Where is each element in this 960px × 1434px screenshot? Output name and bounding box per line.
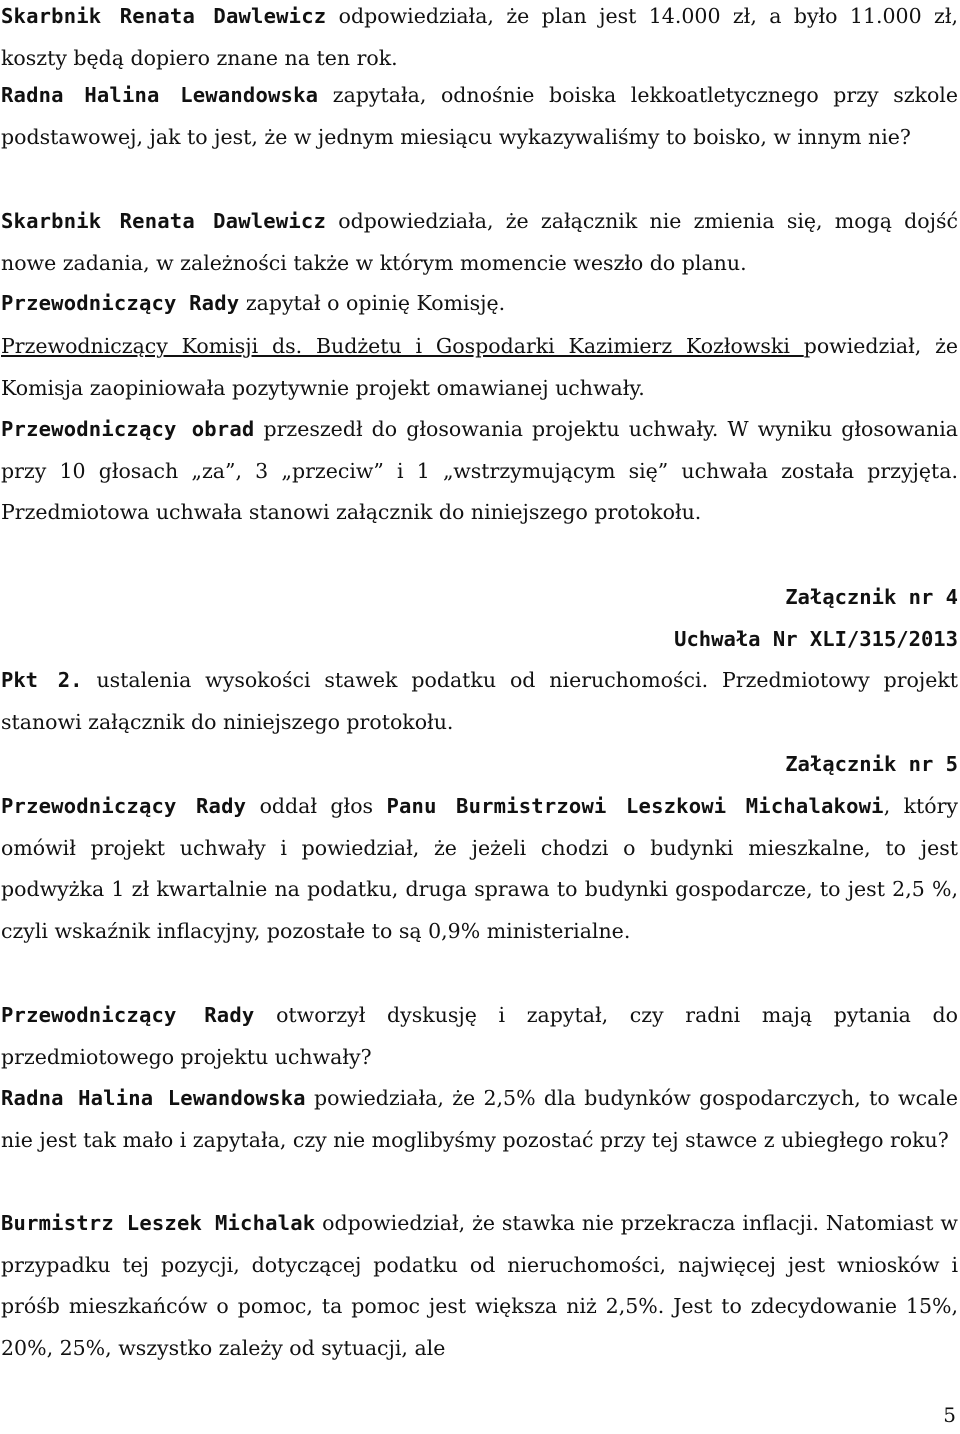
speaker-name-mayor: Panu Burmistrzowi Leszkowi Michalakowi [386, 794, 884, 818]
paragraph-treasurer-answer [1, 201, 958, 284]
paragraph-text: zapytała, odnośnie boiska lekkoatletycznego przy szkole podstawowej, jak to jest, że w jednym miesiącu wykazywaliśmy to boisko, w innym nie? [1, 83, 958, 149]
speaker-name: Przewodniczący Komisji ds. Budżetu i Gospodarki Kazimierz Kozłowski [1, 334, 804, 358]
agenda-item-label: Pkt 2. [1, 668, 83, 692]
paragraph-text: odpowiedział, że stawka nie przekracza inflacji. Natomiast w przypadku tej pozycji, dotyczącej podatku od nieruchomości, najwięcej jest wniosków i próśb mieszkańców o pomoc, ta pomoc jest większa niż 2,5%. Jest to zdecydowanie 15%, 20%, 25%, wszystko zależy od sytuacji, ale [1, 1211, 958, 1360]
paragraph-text: , który omówił projekt uchwały i powiedział, że jeżeli chodzi o budynki mieszkalne, to jest podwyżka 1 zł kwartalnie na podatku, druga sprawa to budynki gospodarcze, to jest 2,5 %, czyli wskaźnik inflacyjny, pozostałe to są 0,9% ministerialne. [1, 794, 958, 943]
paragraph-chairman-discussion [1, 995, 958, 1078]
paragraph-chairman-opinion [1, 283, 958, 325]
paragraph-mayor-speech [1, 786, 958, 952]
speaker-name: Przewodniczący Rady [1, 794, 247, 818]
speaker-name: Przewodniczący obrad [1, 417, 255, 441]
paragraph-treasurer-plan [1, 0, 958, 79]
speaker-name: Radna Halina Lewandowska [1, 1086, 306, 1110]
paragraph-mayor-answer [1, 1203, 958, 1369]
speaker-name: Przewodniczący Rady [1, 1003, 255, 1027]
paragraph-text: odpowiedziała, że załącznik nie zmienia się, mogą dojść nowe zadania, w zależności także w którym momencie weszło do planu. [1, 209, 958, 275]
page-number: 5 [943, 1403, 956, 1427]
paragraph-text: odpowiedziała, że plan jest 14.000 zł, a było 11.000 zł, koszty będą dopiero znane na ten rok. [1, 4, 958, 70]
speaker-name: Burmistrz Leszek Michalak [1, 1211, 316, 1235]
attachment-4-label: Załącznik nr 4 [785, 585, 958, 609]
resolution-number: Uchwała Nr XLI/315/2013 [674, 627, 958, 651]
paragraph-councillor-rate [1, 1078, 958, 1161]
paragraph-councillor-question [1, 75, 958, 158]
paragraph-text: powiedział, że Komisja zaopiniowała pozytywnie projekt omawianej uchwały. [1, 334, 959, 400]
paragraph-text: powiedziała, że 2,5% dla budynków gospodarczych, to wcale nie jest tak mało i zapytała, czy nie moglibyśmy pozostać przy tej stawce z ubiegłego roku? [1, 1086, 958, 1152]
speaker-name: Skarbnik Renata Dawlewicz [1, 4, 327, 28]
paragraph-text: zapytał o opinię Komisję. [239, 291, 506, 315]
paragraph-text: otworzył dyskusję i zapytał, czy radni mają pytania do przedmiotowego projektu uchwały? [1, 1003, 958, 1069]
paragraph-text: ustalenia wysokości stawek podatku od nieruchomości. Przedmiotowy projekt stanowi załącznik do niniejszego protokołu. [1, 668, 958, 734]
speaker-name: Przewodniczący Rady [1, 291, 240, 315]
speaker-name: Skarbnik Renata Dawlewicz [1, 209, 327, 233]
paragraph-vote [1, 409, 958, 534]
paragraph-text: przeszedł do głosowania projektu uchwały. W wyniku głosowania przy 10 głosach „za”, 3 „przeciw” i 1 „wstrzymującym się” uchwała została przyjęta. Przedmiotowa uchwała stanowi załącznik do niniejszego protokołu. [1, 417, 959, 524]
paragraph-agenda-item-2 [1, 660, 958, 743]
paragraph-committee-opinion [1, 326, 958, 409]
paragraph-text: oddał głos [246, 794, 387, 818]
speaker-name: Radna Halina Lewandowska [1, 83, 319, 107]
attachment-5-label: Załącznik nr 5 [785, 752, 958, 776]
